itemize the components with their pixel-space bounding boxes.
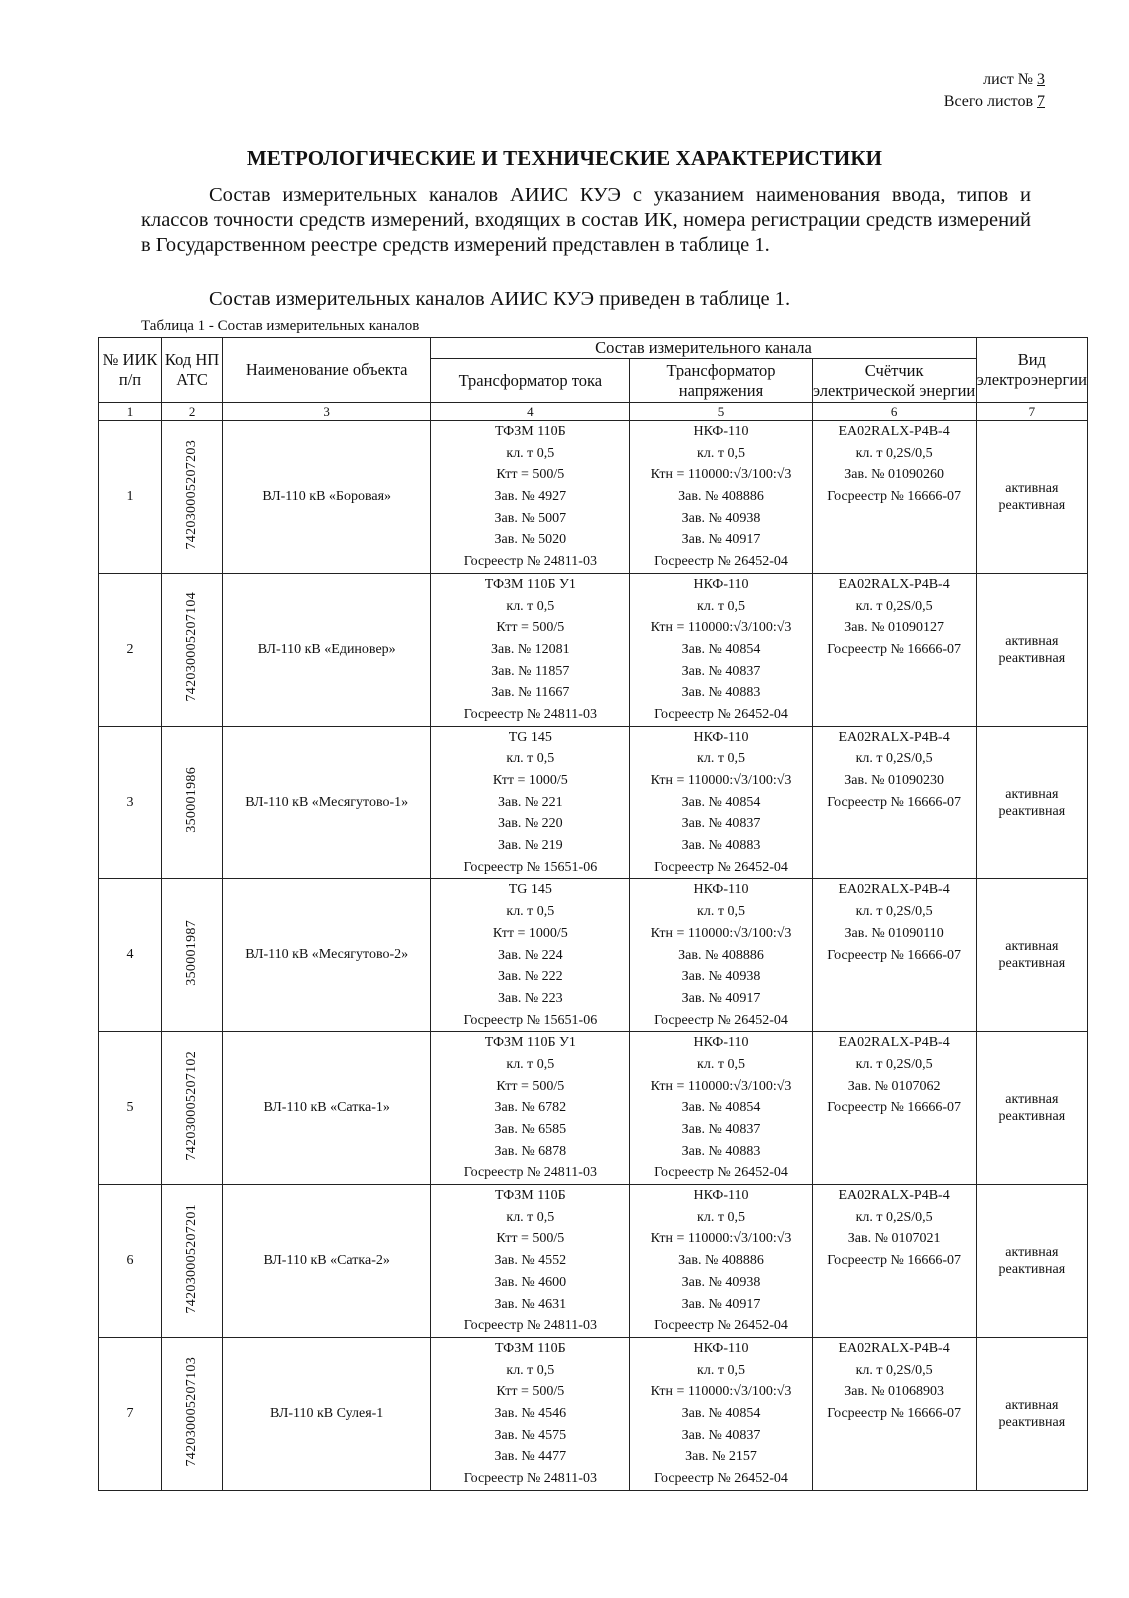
current-transformer-line: Зав. № 221 <box>497 794 563 810</box>
row-number: 5 <box>99 1032 162 1185</box>
column-number: 2 <box>162 403 223 421</box>
voltage-transformer-line: кл. т 0,5 <box>697 445 745 461</box>
object-name: ВЛ-110 кВ «Месягутово-1» <box>223 726 431 879</box>
energy-meter-line: Госреестр № 16666-07 <box>827 641 961 657</box>
energy-meter-line: Госреестр № 16666-07 <box>827 1253 961 1269</box>
table-row <box>99 421 1088 574</box>
voltage-transformer <box>630 726 812 879</box>
energy-meter-line: Госреестр № 16666-07 <box>827 1100 961 1116</box>
atc-code: 350001986 <box>184 767 200 833</box>
current-transformer-line: Зав. № 220 <box>497 816 563 832</box>
current-transformer-line: кл. т 0,5 <box>506 1209 555 1225</box>
voltage-transformer-line: Ктн = 110000:√3/100:√3 <box>650 773 792 788</box>
voltage-transformer-line: Ктн = 110000:√3/100:√3 <box>650 1231 792 1247</box>
current-transformer-line: кл. т 0,5 <box>506 1362 555 1378</box>
row-number: 1 <box>99 421 162 574</box>
table-row <box>99 1032 1088 1185</box>
current-transformer-line: Зав. № 6878 <box>494 1143 567 1159</box>
current-transformer-line: ТФЗМ 110Б <box>494 1188 566 1204</box>
voltage-transformer-line: кл. т 0,5 <box>697 598 745 614</box>
current-transformer-line: кл. т 0,5 <box>506 904 555 920</box>
voltage-transformer-line: Зав. № 40938 <box>681 1274 761 1290</box>
voltage-transformer-line: Зав. № 40837 <box>681 663 761 679</box>
voltage-transformer-line: НКФ-110 <box>693 1035 749 1051</box>
current-transformer-line: Зав. № 4552 <box>494 1253 567 1269</box>
current-transformer-line: TG 145 <box>508 882 552 898</box>
current-transformer-line: Госреестр № 15651-06 <box>463 859 598 875</box>
energy-kind-line: реактивная <box>998 803 1066 819</box>
voltage-transformer-line: Зав. № 40854 <box>681 641 761 657</box>
current-transformer-line: Зав. № 4600 <box>494 1274 567 1290</box>
energy-kind-line: активная <box>1005 939 1059 955</box>
current-transformer-line: Зав. № 4631 <box>494 1296 567 1312</box>
voltage-transformer-line: Зав. № 40854 <box>681 1405 761 1421</box>
voltage-transformer-line: Ктн = 110000:√3/100:√3 <box>650 467 792 483</box>
voltage-transformer-line: Госреестр № 26452-04 <box>654 1318 788 1334</box>
voltage-transformer-line: кл. т 0,5 <box>697 751 745 767</box>
voltage-transformer-line: Зав. № 40854 <box>681 794 761 810</box>
column-number-row <box>99 403 1088 421</box>
current-transformer-line: ТФЗМ 110Б У1 <box>484 576 576 592</box>
energy-meter-line: кл. т 0,2S/0,5 <box>855 751 933 767</box>
current-transformer <box>431 1185 630 1338</box>
voltage-transformer-line: Госреестр № 26452-04 <box>654 554 788 570</box>
voltage-transformer-line: Зав. № 40917 <box>681 990 761 1006</box>
current-transformer-line: Ктт = 500/5 <box>496 620 565 636</box>
voltage-transformer-line: Зав. № 408886 <box>678 1253 764 1269</box>
voltage-transformer-line: Госреестр № 26452-04 <box>654 1165 788 1181</box>
current-transformer-line: кл. т 0,5 <box>506 751 555 767</box>
atc-code-cell <box>162 879 223 1032</box>
energy-meter <box>812 1032 976 1185</box>
total-sheets <box>944 92 1045 112</box>
voltage-transformer-line: кл. т 0,5 <box>697 1362 745 1378</box>
energy-kind-line: реактивная <box>998 650 1066 666</box>
current-transformer-line: Ктт = 500/5 <box>496 467 565 483</box>
voltage-transformer-line: Ктн = 110000:√3/100:√3 <box>650 620 792 636</box>
voltage-transformer-line: Зав. № 40837 <box>681 1122 761 1137</box>
energy-meter-line: Госреестр № 16666-07 <box>827 489 961 505</box>
atc-code-cell <box>162 1185 223 1338</box>
voltage-transformer-line: Ктн = 110000:√3/100:√3 <box>650 1078 792 1094</box>
current-transformer <box>431 1032 630 1185</box>
intro-paragraph: Состав измерительных каналов АИИС КУЭ с указанием наименования ввода, типов и классов точности средств измерений, входящих в состав ИК, номера регистрации средств измерений в Государственном реестре средств измерений представлен в таблице 1. <box>141 184 1031 256</box>
energy-kind <box>976 573 1087 726</box>
voltage-transformer-line: НКФ-110 <box>693 1340 749 1356</box>
energy-meter-line: Госреестр № 16666-07 <box>827 794 961 810</box>
object-name: ВЛ-110 кВ «Сатка-1» <box>223 1032 431 1185</box>
current-transformer-line: Госреестр № 24811-03 <box>463 706 597 722</box>
voltage-transformer-line: Зав. № 40854 <box>681 1100 761 1116</box>
current-transformer <box>431 1337 630 1490</box>
column-number: 6 <box>812 403 976 421</box>
energy-meter-line: EA02RALX-P4B-4 <box>838 1188 950 1204</box>
reference-paragraph: Состав измерительных каналов АИИС КУЭ приведен в таблице 1. <box>209 288 791 310</box>
object-name: ВЛ-110 кВ «Месягутово-2» <box>223 879 431 1032</box>
current-transformer-line: Зав. № 5020 <box>494 532 567 548</box>
object-name: ВЛ-110 кВ Сулея-1 <box>223 1337 431 1490</box>
total-value: 7 <box>1037 93 1045 110</box>
energy-meter-line: EA02RALX-P4B-4 <box>838 882 950 898</box>
atc-code: 742030005207103 <box>184 1356 200 1467</box>
current-transformer-line: ТФЗМ 110Б У1 <box>484 1035 576 1051</box>
table-row <box>99 1337 1088 1490</box>
energy-meter-line: кл. т 0,2S/0,5 <box>855 904 933 920</box>
voltage-transformer-line: Ктн = 110000:√3/100:√3 <box>650 1384 792 1400</box>
page-title: МЕТРОЛОГИЧЕСКИЕ И ТЕХНИЧЕСКИЕ ХАРАКТЕРИСТИКИ <box>246 146 883 170</box>
object-name: ВЛ-110 кВ «Боровая» <box>223 421 431 574</box>
sheet-label: лист № <box>983 71 1033 88</box>
table-row <box>99 573 1088 726</box>
current-transformer <box>431 421 630 574</box>
column-number: 5 <box>630 403 812 421</box>
column-number: 4 <box>431 403 630 421</box>
header-ct: Трансформатор тока <box>431 359 630 403</box>
energy-kind-line: реактивная <box>998 1109 1066 1125</box>
row-number: 6 <box>99 1185 162 1338</box>
current-transformer-line: Зав. № 4927 <box>494 489 567 505</box>
energy-meter <box>812 1185 976 1338</box>
voltage-transformer-line: Зав. № 40883 <box>681 685 761 701</box>
energy-kind-line: активная <box>1005 480 1059 496</box>
current-transformer-line: Зав. № 223 <box>497 990 563 1006</box>
column-number: 3 <box>223 403 431 421</box>
atc-code-cell <box>162 573 223 726</box>
current-transformer <box>431 726 630 879</box>
energy-kind-line: реактивная <box>998 497 1066 513</box>
voltage-transformer-line: кл. т 0,5 <box>697 1209 745 1225</box>
current-transformer-line: Госреестр № 24811-03 <box>463 1165 597 1181</box>
header-num: № ИИК п/п <box>99 338 162 403</box>
atc-code: 742030005207203 <box>184 439 200 550</box>
energy-meter <box>812 421 976 574</box>
energy-kind-line: активная <box>1005 1244 1059 1260</box>
current-transformer-line: Зав. № 6782 <box>494 1100 567 1116</box>
table-row <box>99 1185 1088 1338</box>
energy-kind <box>976 1337 1087 1490</box>
energy-kind-line: активная <box>1005 633 1059 649</box>
atc-code: 742030005207201 <box>184 1203 200 1314</box>
voltage-transformer-line: кл. т 0,5 <box>697 904 745 920</box>
current-transformer-line: Зав. № 5007 <box>494 510 567 526</box>
current-transformer <box>431 573 630 726</box>
energy-kind <box>976 1032 1087 1185</box>
current-transformer-line: Зав. № 12081 <box>490 641 570 657</box>
voltage-transformer <box>630 1185 812 1338</box>
current-transformer-line: Зав. № 219 <box>497 838 563 854</box>
current-transformer-line: кл. т 0,5 <box>506 598 555 614</box>
energy-meter-line: EA02RALX-P4B-4 <box>838 1340 950 1356</box>
voltage-transformer-line: Зав. № 408886 <box>678 947 764 963</box>
energy-kind-line: реактивная <box>998 1261 1066 1277</box>
current-transformer-line: Ктт = 1000/5 <box>492 773 568 788</box>
voltage-transformer-line: кл. т 0,5 <box>697 1056 745 1072</box>
voltage-transformer-line: Зав. № 40938 <box>681 969 761 985</box>
energy-meter <box>812 1337 976 1490</box>
voltage-transformer-line: Госреестр № 26452-04 <box>654 1012 788 1028</box>
energy-meter-line: Госреестр № 16666-07 <box>827 1405 961 1421</box>
energy-kind <box>976 421 1087 574</box>
row-number: 2 <box>99 573 162 726</box>
energy-meter-line: EA02RALX-P4B-4 <box>838 729 950 745</box>
current-transformer-line: Госреестр № 15651-06 <box>463 1012 598 1028</box>
current-transformer-line: ТФЗМ 110Б <box>494 424 566 439</box>
current-transformer-line: Зав. № 224 <box>497 947 563 963</box>
current-transformer-line: кл. т 0,5 <box>506 445 555 461</box>
atc-code-cell <box>162 1337 223 1490</box>
header-group: Состав измерительного канала <box>431 338 976 359</box>
energy-kind <box>976 879 1087 1032</box>
energy-meter-line: EA02RALX-P4B-4 <box>838 424 950 439</box>
current-transformer-line: Зав. № 6585 <box>494 1122 567 1137</box>
energy-kind-line: активная <box>1005 786 1059 802</box>
energy-meter-line: Зав. № 01090110 <box>844 925 944 941</box>
energy-meter-line: Зав. № 0107021 <box>847 1231 941 1247</box>
energy-meter-line: Зав. № 01090260 <box>844 467 944 483</box>
energy-meter-line: Госреестр № 16666-07 <box>827 947 961 963</box>
sheet-value: 3 <box>1037 71 1045 88</box>
current-transformer-line: Ктт = 500/5 <box>496 1078 565 1094</box>
table-row <box>99 879 1088 1032</box>
voltage-transformer <box>630 1337 812 1490</box>
energy-meter-line: Зав. № 01090230 <box>844 773 944 788</box>
voltage-transformer <box>630 879 812 1032</box>
energy-kind <box>976 726 1087 879</box>
current-transformer-line: Госреестр № 24811-03 <box>463 1318 597 1334</box>
voltage-transformer-line: Зав. № 40883 <box>681 838 761 854</box>
voltage-transformer-line: Госреестр № 26452-04 <box>654 859 788 875</box>
voltage-transformer-line: НКФ-110 <box>693 729 749 745</box>
energy-meter-line: кл. т 0,2S/0,5 <box>855 598 933 614</box>
voltage-transformer-line: Зав. № 40938 <box>681 510 761 526</box>
energy-meter-line: кл. т 0,2S/0,5 <box>855 1209 933 1225</box>
voltage-transformer-line: Зав. № 2157 <box>685 1449 757 1465</box>
voltage-transformer-line: Зав. № 40837 <box>681 816 761 832</box>
row-number: 7 <box>99 1337 162 1490</box>
voltage-transformer-line: Госреестр № 26452-04 <box>654 706 788 722</box>
current-transformer-line: Ктт = 500/5 <box>496 1384 565 1400</box>
voltage-transformer-line: Ктн = 110000:√3/100:√3 <box>650 925 792 941</box>
current-transformer-line: TG 145 <box>508 729 552 745</box>
object-name: ВЛ-110 кВ «Сатка-2» <box>223 1185 431 1338</box>
energy-meter-line: кл. т 0,2S/0,5 <box>855 1056 933 1072</box>
column-number: 1 <box>99 403 162 421</box>
total-label: Всего листов <box>943 93 1033 110</box>
table-caption: Таблица 1 - Состав измерительных каналов <box>141 318 420 334</box>
header-kind: Вид электроэнергии <box>976 338 1087 403</box>
header-meter: Счётчик электрической энергии <box>812 359 976 403</box>
energy-meter <box>812 879 976 1032</box>
row-number: 4 <box>99 879 162 1032</box>
current-transformer-line: Зав. № 222 <box>497 969 563 985</box>
header-vt: Трансформатор напряжения <box>630 359 812 403</box>
voltage-transformer-line: Зав. № 40883 <box>681 1143 761 1159</box>
object-name: ВЛ-110 кВ «Единовер» <box>223 573 431 726</box>
energy-meter-line: Зав. № 01068903 <box>844 1384 944 1400</box>
atc-code-cell <box>162 1032 223 1185</box>
voltage-transformer-line: Госреестр № 26452-04 <box>654 1471 788 1486</box>
current-transformer-line: кл. т 0,5 <box>506 1056 555 1072</box>
atc-code: 742030005207104 <box>184 592 200 702</box>
current-transformer-line: Зав. № 4575 <box>494 1427 567 1443</box>
voltage-transformer-line: НКФ-110 <box>693 424 749 439</box>
current-transformer-line: Зав. № 4546 <box>494 1405 567 1421</box>
energy-meter-line: Зав. № 01090127 <box>844 620 944 636</box>
sheet-number <box>983 70 1045 90</box>
energy-meter-line: кл. т 0,2S/0,5 <box>855 1362 933 1378</box>
energy-kind-line: реактивная <box>998 1414 1066 1430</box>
current-transformer-line: Ктт = 1000/5 <box>492 925 568 941</box>
voltage-transformer-line: Зав. № 408886 <box>678 489 764 505</box>
energy-meter <box>812 726 976 879</box>
current-transformer-line: Госреестр № 24811-03 <box>463 1471 597 1486</box>
header-code: Код НП АТС <box>162 338 223 403</box>
voltage-transformer-line: НКФ-110 <box>693 1188 749 1204</box>
voltage-transformer <box>630 1032 812 1185</box>
current-transformer <box>431 879 630 1032</box>
atc-code: 350001987 <box>184 919 200 986</box>
energy-kind-line: активная <box>1005 1397 1059 1413</box>
energy-meter <box>812 573 976 726</box>
energy-meter-line: EA02RALX-P4B-4 <box>838 576 950 592</box>
voltage-transformer-line: Зав. № 40917 <box>681 1296 761 1312</box>
current-transformer-line: ТФЗМ 110Б <box>494 1340 566 1356</box>
voltage-transformer <box>630 421 812 574</box>
energy-kind-line: активная <box>1005 1092 1059 1108</box>
voltage-transformer-line: НКФ-110 <box>693 882 749 898</box>
current-transformer-line: Зав. № 11667 <box>491 685 570 701</box>
voltage-transformer-line: Зав. № 40837 <box>681 1427 761 1443</box>
current-transformer-line: Госреестр № 24811-03 <box>463 554 597 570</box>
column-number: 7 <box>976 403 1087 421</box>
atc-code-cell <box>162 421 223 574</box>
atc-code: 742030005207102 <box>184 1050 200 1161</box>
voltage-transformer <box>630 573 812 726</box>
channels-table <box>98 337 1088 1491</box>
energy-kind <box>976 1185 1087 1338</box>
energy-kind-line: реактивная <box>998 956 1066 972</box>
atc-code-cell <box>162 726 223 879</box>
energy-meter-line: Зав. № 0107062 <box>847 1078 941 1094</box>
current-transformer-line: Зав. № 11857 <box>491 663 570 679</box>
energy-meter-line: EA02RALX-P4B-4 <box>838 1035 950 1051</box>
row-number: 3 <box>99 726 162 879</box>
header-object: Наименование объекта <box>223 338 431 403</box>
energy-meter-line: кл. т 0,2S/0,5 <box>855 445 933 461</box>
voltage-transformer-line: Зав. № 40917 <box>681 532 761 548</box>
current-transformer-line: Зав. № 4477 <box>494 1449 567 1465</box>
table-row <box>99 726 1088 879</box>
voltage-transformer-line: НКФ-110 <box>693 576 749 592</box>
current-transformer-line: Ктт = 500/5 <box>496 1231 565 1247</box>
